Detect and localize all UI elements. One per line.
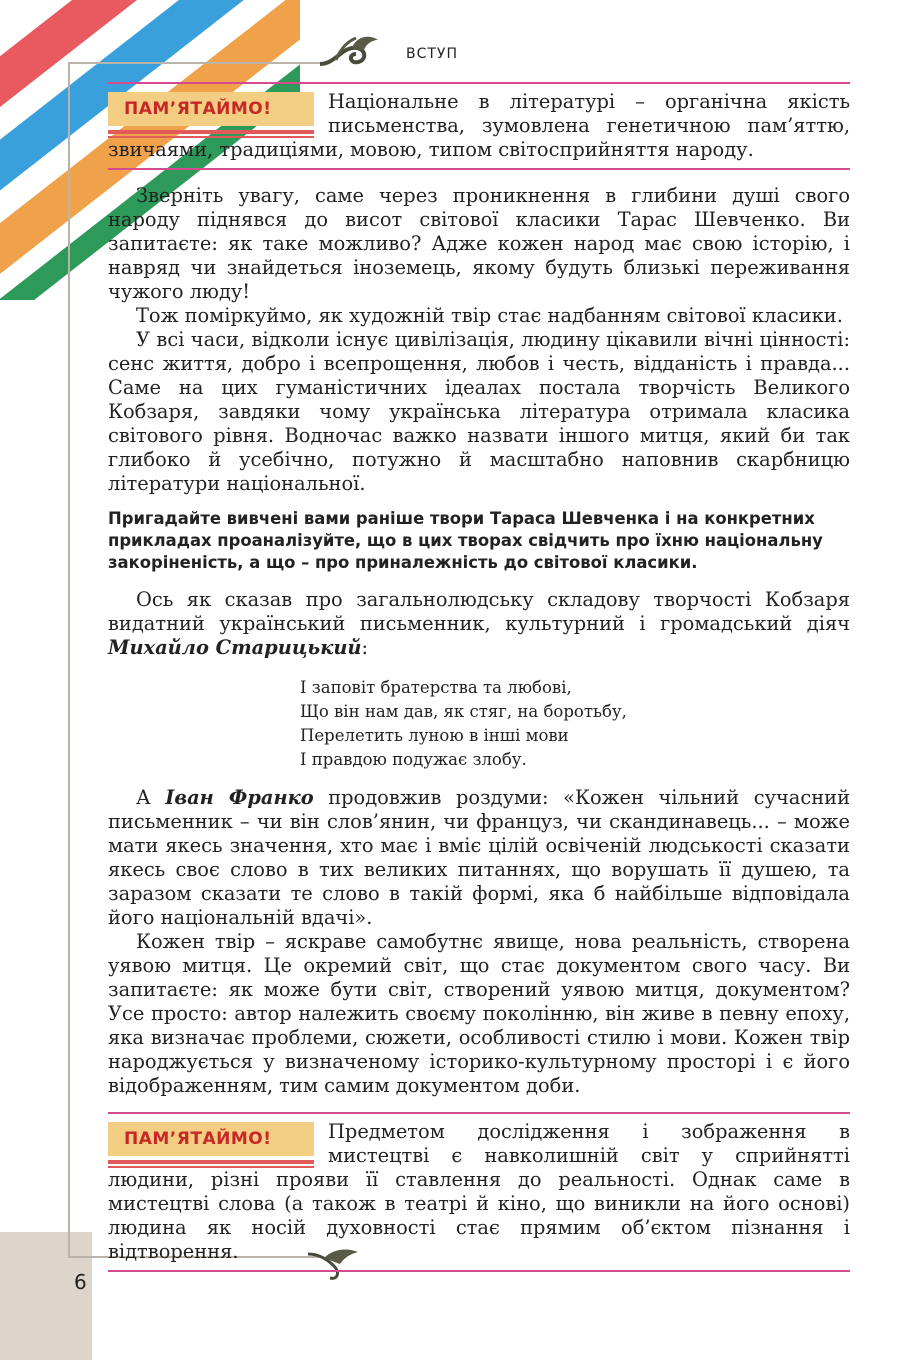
author-name-franko: Іван Франко (165, 786, 314, 809)
paragraph-4 (108, 588, 850, 660)
remember-box-2 (108, 1112, 850, 1272)
poem-line: Що він нам дав, як стяг, на боротьбу, (300, 702, 627, 721)
paragraph-5-lead: А (136, 786, 166, 809)
page-number: 6 (74, 1270, 87, 1294)
poem-line: Перелетить луною в інші мови (300, 726, 569, 745)
remember-box-1 (108, 82, 850, 170)
flourish-ornament-icon (316, 30, 388, 74)
remember-badge-label: ПАМ’ЯТАЙМО! (108, 1122, 314, 1156)
section-header: ВСТУП (406, 46, 458, 62)
poem-line: І правдою подужає злобу. (300, 750, 527, 769)
remember-text-1: Національне в літературі – органічна якість письменства, зумовлена генетичною пам’яттю, звичаями, традиціями, мовою, типом світосприйняття народу. (108, 90, 850, 161)
frame-top-rule (68, 62, 320, 64)
remember-badge (108, 92, 314, 138)
paragraph-1: Зверніть увагу, саме через проникнення в глибини душі свого народу піднявся до висот світової класики Тарас Шевченко. Ви запитаєте: як таке можливо? Адже кожен народ має свою історію, і навряд чи знайдеться іноземець, якому будуть близькі переживання чужого люду! (108, 184, 850, 303)
poem-line: І заповіт братерства та любові, (300, 678, 572, 697)
badge-underline (108, 130, 314, 134)
paragraph-4-colon: : (361, 636, 369, 659)
task-prompt: Пригадайте вивчені вами раніше твори Тараса Шевченка і на конкретних прикладах проаналізуйте, що в цих творах свідчить про їхню національну закоріненість, а що – про приналежність до світової класики. (108, 509, 823, 572)
page-content (108, 82, 850, 1286)
paragraph-3: У всі часи, відколи існує цивілізація, людину цікавили вічні цінності: сенс життя, добро і всепрощення, любов і честь, відданість і правда... Саме на цих гуманістичних ідеалах постала творчість Великого Кобзаря, завдяки чому українська література отримала класика світового рівня. Водночас важко назвати іншого митця, який би так глибоко й усебічно, потужно й масштабно наповнив скарбницю літератури національної. (108, 328, 850, 495)
paragraph-4-text: Ось як сказав про загальнолюдську складову творчості Кобзаря видатний український письменник, культурний і громадський діяч (108, 588, 850, 635)
page-corner-block (0, 1232, 92, 1360)
frame-left-rule (68, 62, 70, 1258)
paragraph-6: Кожен твір – яскраве самобутнє явище, нова реальність, створена уявою митця. Це окремий світ, що стає документом свого часу. Ви запитаєте: як може бути світ, створений уявою митця, документом? Усе просто: автор належить своєму поколінню, він живе в певну епоху, яка визначає проблеми, сюжети, особливості стилю і мови. Кожен твір народжується у визначеному історико-культурному просторі і є його відображенням, тим самим документом доби. (108, 930, 850, 1097)
remember-badge (108, 1122, 314, 1168)
poem-quote (300, 676, 850, 772)
remember-badge-label: ПАМ’ЯТАЙМО! (108, 92, 314, 126)
paragraph-5 (108, 786, 850, 930)
paragraph-2: Тож поміркуймо, як художній твір стає надбанням світової класики. (136, 304, 843, 327)
paragraph-5-text: продовжив роздуми: «Кожен чільний сучасний письменник – чи він слов’янин, чи француз, чи скандинавець... – може мати якесь значення, хто має і вміє цілій освіченій людськості сказати якесь своє слово в тих великих питаннях, що ворушать її душею, та заразом сказати те слово в такій формі, яка б найбільше відповідала його національній вдачі». (108, 786, 850, 929)
remember-text-2: Предметом дослідження і зображення в мистецтві є навколишній світ у сприйнятті людини, різні прояви її ставлення до реальності. Однак саме в мистецтві слова (а також в театрі й кіно, що виникли на його основі) людина як носій духовності стає прямим об’єктом пізнання і відтворення. (108, 1120, 850, 1263)
author-name-starytsky: Михайло Старицький (108, 636, 362, 659)
badge-underline (108, 1160, 314, 1164)
